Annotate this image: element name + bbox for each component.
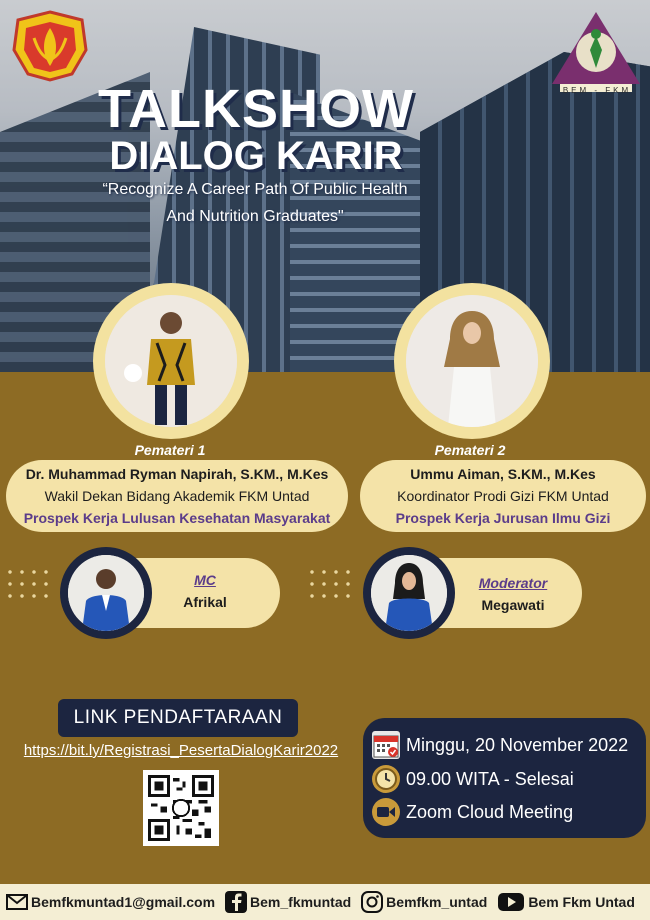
event-time-row — [372, 764, 574, 794]
youtube-icon — [497, 891, 525, 913]
mc-photo-frame — [60, 547, 152, 639]
footer-facebook[interactable] — [225, 891, 351, 913]
subtitle — [70, 176, 440, 230]
contact-footer — [0, 884, 650, 920]
title-line1: TALKSHOW — [98, 79, 414, 139]
email-icon — [6, 891, 28, 913]
footer-email[interactable] — [6, 891, 215, 913]
footer-instagram[interactable] — [361, 891, 487, 913]
speaker1-name: Dr. Muhammad Ryman Napirah, S.KM., M.Kes — [25, 466, 329, 482]
facebook-icon — [225, 891, 247, 913]
moderator-photo-frame — [363, 547, 455, 639]
registration-link[interactable]: https://bit.ly/Registrasi_PesertaDialogKarir2022 — [23, 742, 339, 759]
speaker2-photo-frame — [394, 283, 550, 439]
footer-youtube[interactable] — [497, 891, 635, 913]
instagram-icon — [361, 891, 383, 913]
mc-role: MC — [194, 572, 216, 588]
speaker1-role: Pemateri 1 — [134, 442, 206, 458]
footer-facebook-text: Bem_fkmuntad — [250, 894, 352, 910]
moderator-role: Moderator — [478, 575, 548, 591]
speaker1-photo — [105, 295, 237, 427]
video-camera-icon — [372, 798, 400, 826]
moderator-photo — [371, 555, 447, 631]
speaker1-photo-frame — [93, 283, 249, 439]
event-platform-row — [372, 797, 573, 827]
speaker1-topic: Prospek Kerja Lulusan Kesehatan Masyarakat — [23, 510, 331, 526]
event-time: 09.00 WITA - Selesai — [406, 768, 574, 789]
speaker2-position: Koordinator Prodi Gizi FKM Untad — [397, 488, 609, 504]
speaker2-topic: Prospek Kerja Jurusan Ilmu Gizi — [395, 510, 611, 526]
speaker2-name: Ummu Aiman, S.KM., M.Kes — [410, 466, 596, 482]
calendar-icon — [372, 731, 400, 759]
speaker1-position: Wakil Dekan Bidang Akademik FKM Untad — [44, 488, 310, 504]
decorative-dots-left — [4, 566, 52, 606]
speaker2-photo — [406, 295, 538, 427]
registration-button[interactable]: LINK PENDAFTARAAN — [58, 699, 298, 737]
mc-name: Afrikal — [183, 594, 227, 610]
event-date-row — [372, 730, 628, 760]
moderator-name: Megawati — [481, 597, 545, 613]
event-date: Minggu, 20 November 2022 — [406, 734, 629, 755]
subtitle-line2: And Nutrition Graduates" — [166, 208, 344, 225]
decorative-dots-right — [306, 566, 354, 606]
registration-qr-code[interactable] — [143, 770, 219, 846]
subtitle-line1: “Recognize A Career Path Of Public Health — [102, 181, 408, 198]
mc-photo — [68, 555, 144, 631]
bem-fkm-caption: BEM - FKM — [562, 86, 632, 95]
footer-email-text: Bemfkmuntad1@gmail.com — [31, 894, 216, 910]
title-line2: DIALOG KARIR — [109, 134, 403, 178]
event-platform: Zoom Cloud Meeting — [406, 801, 574, 822]
speaker2-role: Pemateri 2 — [434, 442, 506, 458]
footer-instagram-text: Bemfkm_untad — [386, 894, 488, 910]
footer-youtube-text: Bem Fkm Untad — [528, 894, 635, 910]
clock-icon — [372, 765, 400, 793]
university-logo — [12, 10, 88, 82]
